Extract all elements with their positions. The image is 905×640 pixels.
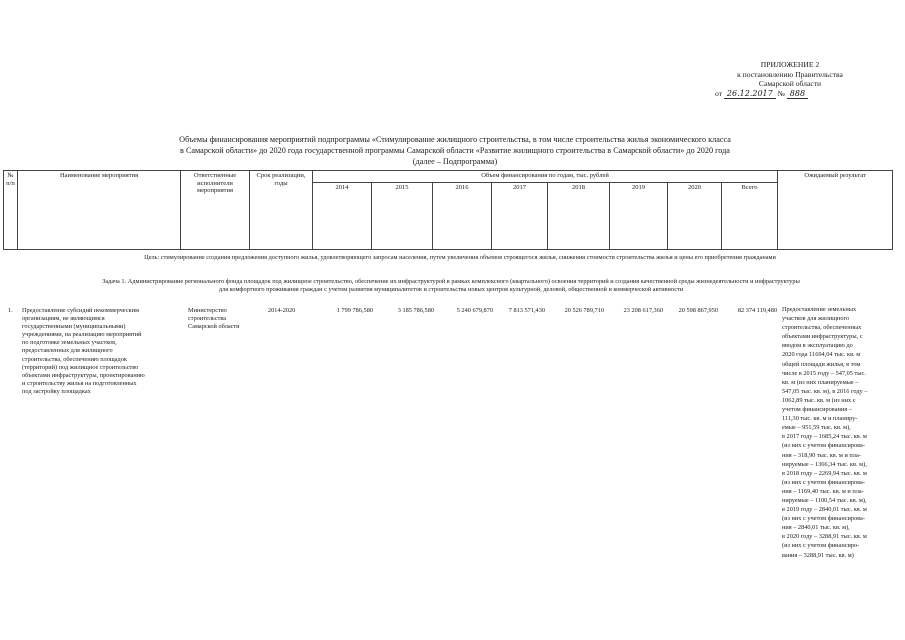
header-year: 2020 (668, 183, 722, 250)
title-line3: (далее – Подпрограмма) (412, 157, 498, 166)
header-col-name: Наименование мероприятия (18, 171, 181, 250)
row1-executor: Министерство строительства Самарской области (188, 307, 240, 331)
row1-result: Предоставление земельных участков для жилищного строительства, обеспеченных объектами инфраструктуры, с вводом в эксплуатацию до 2020 года 11694,04 тыс. кв. м общей площади жилья, в том числе в 2015 году – 547,05 тыс. кв. м (из них планируемые – 547,05 тыс. кв. м), в 2016 году – 1062,89 тыс. кв. м (из них с учетом финансирования – 111,30 тыс. кв. м и планиру- емые – 951,59 тыс. кв. м), в 2017 году – 1685,24 тыс. кв. м (из них с учетом финансирова- ния – 318,90 тыс. кв. м и пла- нируемые – 1366,34 тыс. кв. м), в 2018 году – 2269,94 тыс. кв. м (из них с учетом финансирова- ния – 1169,40 тыс. кв. м и пла- нируемые – 1100,54 тыс. кв. м), в 2019 году – 2840,01 тыс. кв. м (из них с учетом финансирова- ния – 2840,01 тыс. кв. м), в 2020 году – 3288,91 тыс. кв. м (из них с учетом финансиро- вания – 3288,91 тыс. кв. м) (782, 306, 868, 559)
row1-name: Предоставление субсидий некоммерческим организациям, не являющимся государственными (муниципальными) учреждениями, на реализацию мероприятий по подготовке земельных участков, предоставленных для жилищного строительства, обеспечению площадок (территорий) под жилищное строительство объектами инфраструктуры, проектированию и строительству жилья на подготовленных под застройку площадках (22, 307, 145, 395)
handwritten-date: 26.12.2017 (724, 89, 776, 99)
table-header (3, 170, 893, 250)
header-year: 2014 (313, 183, 372, 250)
row1-value-2020: 20 598 867,950 (678, 307, 718, 314)
header-year: 2016 (433, 183, 492, 250)
task-line2: для комфортного проживания граждан с учетом развития муниципалитетов и строительства новых центров культурной, деловой, общественной и коммерческой активности (218, 286, 684, 293)
header-year: 2015 (372, 183, 433, 250)
row1-value-2015: 3 185 786,580 (397, 307, 434, 314)
handwritten-number: 888 (787, 89, 808, 99)
row1-term: 2014-2020 (268, 307, 296, 314)
date-prefix: от (715, 88, 723, 98)
header-col-executor: Ответственные исполнители мероприятия (181, 171, 250, 250)
row1-value-2018: 20 526 789,710 (564, 307, 604, 314)
task-line1: Задача 1. Администрирование регионального фонда площадок под жилищное строительство, обеспечение их инфраструктурой в рамках комплексного (квартального) освоения территорий и создания качественной среды жизнедеятельности и инфраструктуры (102, 278, 800, 285)
appendix-line1: к постановлению Правительства (737, 69, 843, 79)
header-col-result: Ожидаемый результат (778, 171, 893, 250)
title-line2: в Самарской области» до 2020 года государственной программы Самарской области «Развитие жилищного строительства в Самарской области» до 2020 года (180, 146, 730, 155)
header-col-financing: Объем финансирования по годам, тыс. рублей (313, 171, 778, 183)
title-line1: Объемы финансирования мероприятий подпрограммы «Стимулирование жилищного строительства, в том числе строительства жилья экономического класса (179, 135, 731, 144)
header-col-number: № п/п (4, 171, 18, 250)
row1-value-2014: 1 799 786,580 (336, 307, 373, 314)
appendix-block (715, 60, 865, 98)
task-text (5, 278, 897, 294)
appendix-line2: Самарской области (758, 79, 822, 89)
header-year: 2017 (492, 183, 548, 250)
number-prefix: № (777, 88, 785, 98)
row1-number: 1. (8, 307, 13, 314)
row1-value-2017: 7 813 571,430 (508, 307, 545, 314)
row1-value-2016: 5 240 679,870 (456, 307, 493, 314)
row1-value-2019: 23 208 617,360 (623, 307, 663, 314)
header-col-term: Срок реализации, годы (250, 171, 313, 250)
document-title (95, 134, 815, 167)
appendix-title: ПРИЛОЖЕНИЕ 2 (760, 60, 820, 69)
header-year: 2019 (610, 183, 668, 250)
header-total: Всего (722, 183, 778, 250)
header-year: 2018 (548, 183, 610, 250)
goal-text: Цель: стимулирование создания предложения доступного жилья, удовлетворяющего запросам населения, путем увеличения объемов строящегося жилья, снижения стоимости строительства жилья и цены его приобретения гражданами (144, 254, 776, 261)
row1-value-total: 82 374 119,480 (737, 307, 777, 314)
appendix-date-line (715, 89, 865, 99)
